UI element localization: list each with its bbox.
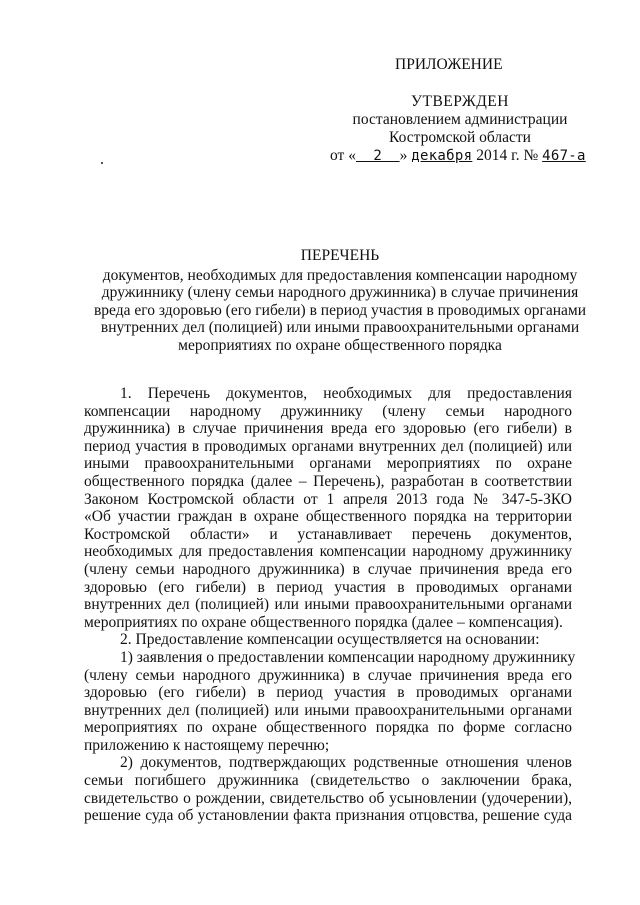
body-line: Костромской области» и устанавливает перечень документов, bbox=[84, 525, 572, 543]
body-line: семьи погибшего дружинника (свидетельство о заключении брака, bbox=[84, 772, 572, 790]
body-line: необходимых для предоставления компенсации народному дружиннику bbox=[84, 543, 572, 561]
date-day: 2 bbox=[355, 148, 400, 164]
approved-label: УТВЕРЖДЕН bbox=[411, 93, 509, 110]
body-line: иными правоохранительными органами мероприятиях по охране bbox=[84, 455, 572, 473]
body-line: здоровью (его гибели) в период участия в проводимых органами bbox=[84, 578, 572, 596]
title-line: вреда его здоровью (его гибели) в период участия в проводимых органами bbox=[93, 301, 586, 319]
title-line: дружиннику (члену семьи народного дружинника) в случае причинения bbox=[101, 284, 579, 302]
body-line: мероприятиях по охране общественного порядка (далее – компенсация). bbox=[84, 613, 563, 631]
body-line: (члену семьи народного дружинника) в случае причинения вреда его bbox=[84, 666, 572, 684]
date-month: декабря bbox=[411, 148, 473, 164]
title-heading: ПЕРЕЧЕНЬ bbox=[300, 247, 380, 264]
body-line: 2) документов, подтверждающих родственные отношения членов bbox=[120, 754, 572, 772]
scan-dot bbox=[101, 162, 103, 164]
body-line: мероприятиях по охране общественного порядка по форме согласно bbox=[84, 719, 572, 737]
body-line: Законом Костромской области от 1 апреля 2013 года № 347-5-ЗКО bbox=[84, 490, 572, 508]
body-line: компенсации народному дружиннику (члену семьи народного bbox=[84, 402, 572, 420]
title-line: внутренних дел (полицией) или иными правоохранительными органами bbox=[100, 319, 580, 337]
body-line: свидетельство о рождении, свидетельство об усыновлении (удочерении), bbox=[84, 789, 572, 807]
approval-block bbox=[300, 93, 620, 147]
document-body bbox=[84, 385, 576, 825]
body-line: решение суда об установлении факта признания отцовства, решение суда bbox=[84, 807, 572, 825]
body-line: 1. Перечень документов, необходимых для предоставления bbox=[120, 385, 572, 402]
date-prefix: от « bbox=[330, 147, 356, 164]
body-line: (члену семьи народного дружинника) в случае причинения вреда его bbox=[84, 560, 572, 578]
body-line: внутренних дел (полицией) или иными правоохранительными органами bbox=[84, 701, 572, 719]
title-line: документов, необходимых для предоставления компенсации народному bbox=[102, 266, 578, 284]
appendix-label: ПРИЛОЖЕНИЕ bbox=[395, 56, 503, 73]
title-line: мероприятиях по охране общественного порядка bbox=[178, 336, 502, 354]
body-line: здоровью (его гибели) в период участия в проводимых органами bbox=[84, 684, 572, 702]
date-mid: » bbox=[399, 147, 412, 164]
document-title bbox=[70, 247, 610, 355]
body-line: 2. Предоставление компенсации осуществляется на основании: bbox=[120, 631, 540, 649]
date-line bbox=[330, 147, 586, 165]
body-line: приложению к настоящему перечню; bbox=[84, 736, 330, 754]
date-year: 2014 г. № bbox=[472, 147, 543, 164]
body-line: «Об участии граждан в охране общественного порядка на территории bbox=[84, 508, 572, 526]
body-line: общественного порядка (далее – Перечень), разработан в соответствии bbox=[84, 472, 572, 490]
body-line: дружинника) в случае причинения вреда его здоровью (его гибели) в bbox=[84, 420, 572, 438]
body-line: внутренних дел (полицией) или иными правоохранительными органами bbox=[84, 596, 572, 614]
document-number: 467-а bbox=[542, 148, 586, 164]
region-label: Костромской области bbox=[389, 129, 531, 146]
body-line: период участия в проводимых органами внутренних дел (полицией) или bbox=[84, 437, 572, 455]
body-line: 1) заявления о предоставлении компенсации народному дружиннику bbox=[120, 648, 576, 666]
resolution-label: постановлением администрации bbox=[352, 111, 568, 128]
